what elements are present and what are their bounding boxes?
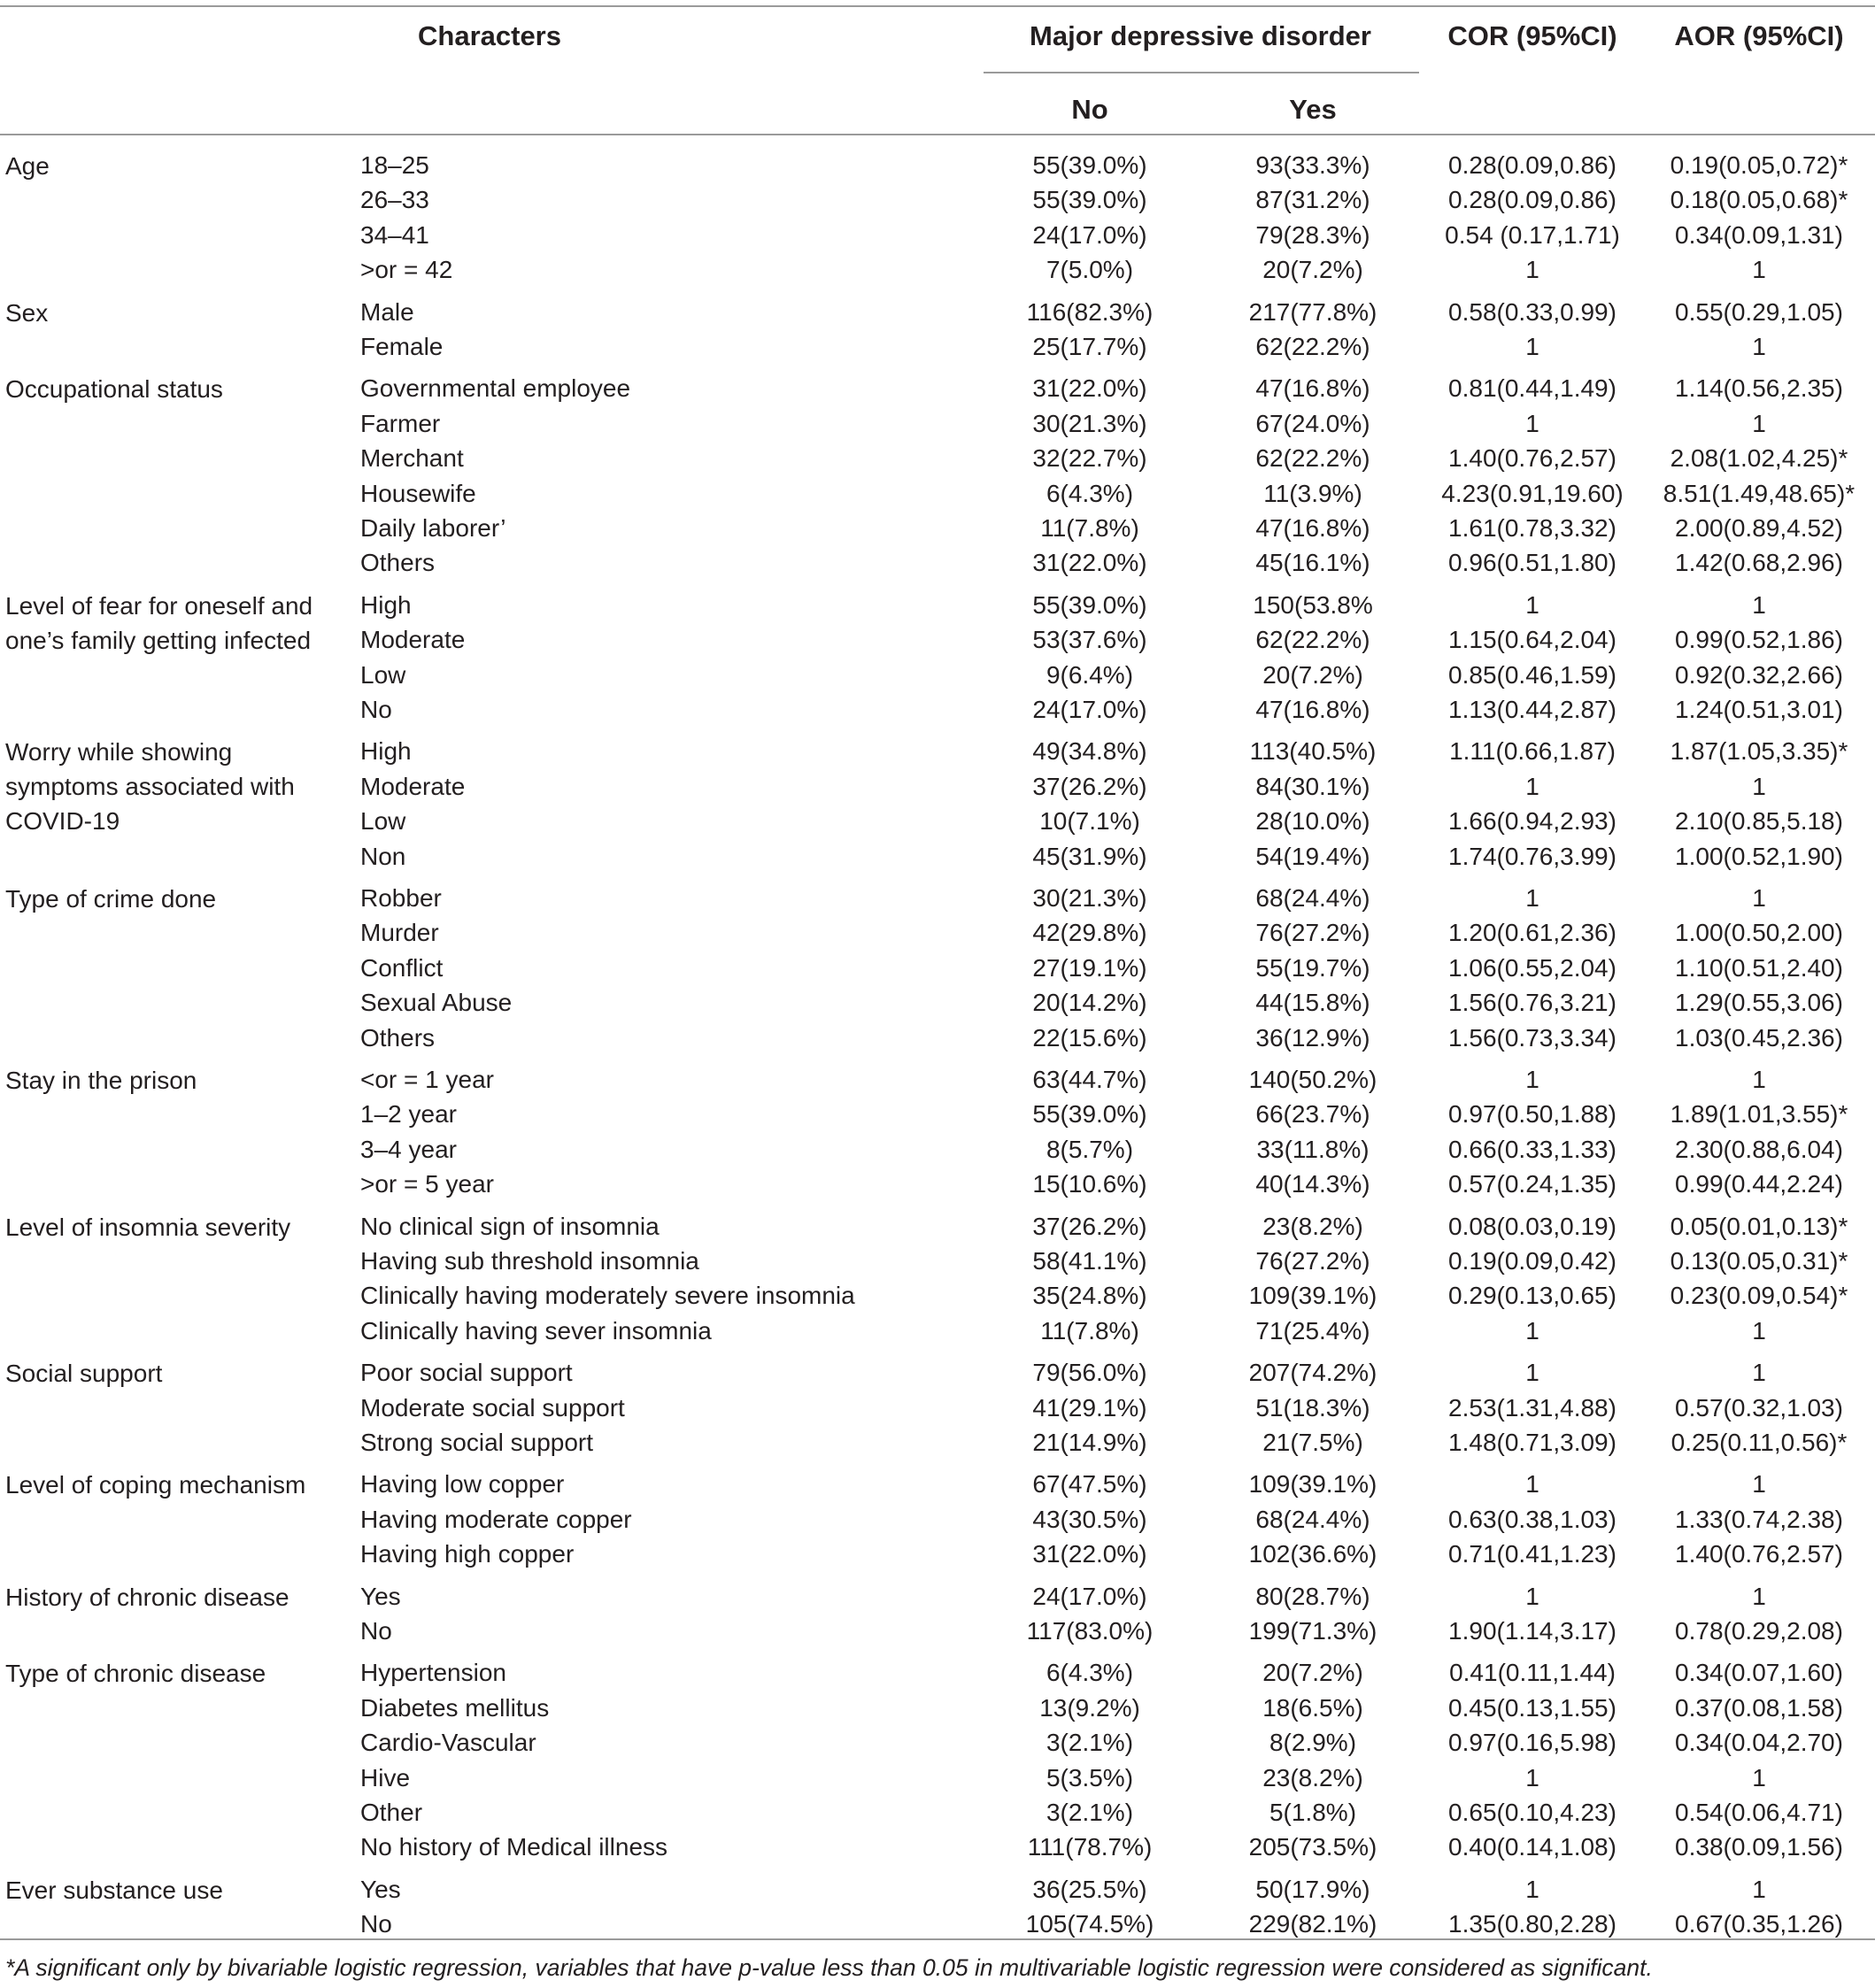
no-count-cell: 45(31.9%) <box>1032 842 1147 870</box>
no-count-cell: 55(39.0%) <box>1032 186 1147 214</box>
aor-cell: 0.25(0.11,0.56)* <box>1671 1429 1848 1456</box>
variable-label: Level of fear for oneself and one’s family getting infected <box>5 591 313 654</box>
yes-count-cell: 217(77.8%) <box>1248 297 1377 326</box>
cor-cell: 0.19(0.09,0.42) <box>1448 1247 1617 1275</box>
no-count-cell: 10(7.1%) <box>1039 807 1140 836</box>
no-count-cell: 111(78.7%) <box>1027 1833 1153 1861</box>
aor-cell: 1.14(0.56,2.35) <box>1675 374 1843 403</box>
category-cell: Moderate <box>360 772 466 800</box>
category-cell: 34–41 <box>360 220 429 249</box>
aor-cell: 2.08(1.02,4.25)* <box>1670 444 1848 473</box>
aor-cell: 1.42(0.68,2.96) <box>1675 549 1843 577</box>
cor-cell: 1.13(0.44,2.87) <box>1448 696 1617 723</box>
aor-cell: 1.03(0.45,2.36) <box>1675 1023 1843 1052</box>
variable-label: Stay in the prison <box>5 1067 197 1094</box>
category-cell: Low <box>360 807 406 836</box>
yes-count-cell: 55(19.7%) <box>1255 953 1370 982</box>
aor-cell: 1.00(0.50,2.00) <box>1675 919 1843 947</box>
category-cell: Housewife <box>360 479 476 507</box>
no-count-cell: 116(82.3%) <box>1026 297 1154 326</box>
header-characters: Characters <box>418 20 561 51</box>
category-cell: Male <box>360 297 414 326</box>
yes-count-cell: 62(22.2%) <box>1255 444 1370 473</box>
yes-count-cell: 150(53.8% <box>1253 590 1373 619</box>
cor-cell: 0.81(0.44,1.49) <box>1448 374 1617 403</box>
cor-cell: 1 <box>1525 884 1539 912</box>
cor-cell: 0.57(0.24,1.35) <box>1448 1170 1617 1198</box>
category-cell: Hive <box>360 1763 411 1792</box>
yes-count-cell: 199(71.3%) <box>1248 1617 1377 1645</box>
aor-cell: 0.37(0.08,1.58) <box>1675 1693 1843 1722</box>
yes-count-cell: 5(1.8%) <box>1269 1799 1357 1826</box>
cor-cell: 1 <box>1525 772 1539 800</box>
cor-cell: 4.23(0.91,19.60) <box>1441 479 1624 507</box>
aor-cell: 1 <box>1752 1359 1766 1387</box>
category-cell: Robber <box>360 884 442 912</box>
cor-cell: 2.53(1.31,4.88) <box>1448 1393 1617 1422</box>
category-cell: 18–25 <box>360 151 429 179</box>
yes-count-cell: 229(82.1%) <box>1248 1910 1377 1938</box>
header-yes: Yes <box>1289 94 1337 125</box>
no-count-cell: 5(3.5%) <box>1046 1763 1134 1792</box>
aor-cell: 1.33(0.74,2.38) <box>1675 1505 1843 1533</box>
no-count-cell: 105(74.5%) <box>1025 1910 1154 1938</box>
no-count-cell: 117(83.0%) <box>1026 1617 1154 1645</box>
cor-cell: 0.29(0.13,0.65) <box>1448 1282 1617 1310</box>
variable-label: Type of chronic disease <box>5 1660 266 1688</box>
no-count-cell: 21(14.9%) <box>1032 1429 1147 1456</box>
no-count-cell: 9(6.4%) <box>1046 660 1134 689</box>
cor-cell: 1 <box>1525 333 1539 360</box>
aor-cell: 1 <box>1752 1470 1766 1499</box>
header-bottom-rule <box>0 134 1875 135</box>
category-cell: Cardio-Vascular <box>360 1729 536 1757</box>
aor-cell: 1 <box>1752 884 1766 912</box>
cor-cell: 0.85(0.46,1.59) <box>1448 660 1617 689</box>
category-cell: No clinical sign of insomnia <box>360 1212 660 1240</box>
aor-cell: 1 <box>1752 1066 1766 1093</box>
yes-count-cell: 207(74.2%) <box>1248 1359 1377 1387</box>
yes-count-cell: 76(27.2%) <box>1255 919 1370 947</box>
category-cell: Diabetes mellitus <box>360 1693 550 1722</box>
bottom-rule <box>0 1938 1875 1940</box>
aor-cell: 0.23(0.09,0.54)* <box>1670 1282 1848 1310</box>
aor-cell: 0.05(0.01,0.13)* <box>1670 1212 1848 1240</box>
category-cell: High <box>360 737 412 766</box>
category-cell: >or = 5 year <box>360 1170 494 1198</box>
variable-label: Ever substance use <box>5 1876 223 1904</box>
no-count-cell: 20(14.2%) <box>1032 989 1147 1017</box>
yes-count-cell: 44(15.8%) <box>1255 989 1370 1017</box>
aor-cell: 1 <box>1752 590 1766 619</box>
aor-cell: 1 <box>1752 256 1766 284</box>
category-cell: <or = 1 year <box>360 1066 494 1093</box>
cor-cell: 1.06(0.55,2.04) <box>1448 953 1617 982</box>
aor-cell: 1 <box>1752 409 1766 437</box>
aor-cell: 1.87(1.05,3.35)* <box>1670 737 1848 766</box>
cor-cell: 0.41(0.11,1.44) <box>1449 1659 1616 1687</box>
cor-cell: 0.71(0.41,1.23) <box>1448 1540 1617 1568</box>
yes-count-cell: 84(30.1%) <box>1255 772 1370 800</box>
no-count-cell: 3(2.1%) <box>1046 1799 1134 1826</box>
category-cell: Conflict <box>360 953 444 982</box>
category-cell: 26–33 <box>360 186 429 214</box>
aor-cell: 1 <box>1752 1875 1766 1903</box>
category-cell: Sexual Abuse <box>360 989 513 1017</box>
category-cell: Other <box>360 1799 423 1826</box>
variable-label: Sex <box>5 298 49 327</box>
no-count-cell: 24(17.0%) <box>1032 696 1147 723</box>
cor-cell: 0.96(0.51,1.80) <box>1448 549 1617 577</box>
yes-count-cell: 93(33.3%) <box>1255 151 1370 179</box>
category-cell: Clinically having moderately severe insomnia <box>360 1282 855 1310</box>
no-count-cell: 58(41.1%) <box>1032 1247 1147 1275</box>
aor-cell: 0.92(0.32,2.66) <box>1675 660 1843 689</box>
cor-cell: 0.97(0.50,1.88) <box>1448 1100 1617 1129</box>
yes-count-cell: 62(22.2%) <box>1255 333 1370 360</box>
no-count-cell: 11(7.8%) <box>1040 1316 1139 1345</box>
no-count-cell: 7(5.0%) <box>1046 256 1134 284</box>
aor-cell: 0.13(0.05,0.31)* <box>1670 1247 1848 1275</box>
cor-cell: 0.97(0.16,5.98) <box>1448 1729 1617 1757</box>
category-cell: No <box>360 1910 392 1938</box>
aor-cell: 0.34(0.09,1.31) <box>1675 220 1843 249</box>
category-cell: 3–4 year <box>360 1135 457 1163</box>
no-count-cell: 30(21.3%) <box>1032 409 1147 437</box>
cor-cell: 0.58(0.33,0.99) <box>1448 297 1617 326</box>
category-cell: Poor social support <box>360 1359 573 1387</box>
cor-cell: 0.28(0.09,0.86) <box>1448 151 1617 179</box>
category-cell: Having moderate copper <box>360 1505 632 1533</box>
aor-cell: 0.99(0.52,1.86) <box>1675 626 1843 654</box>
header-subrule <box>984 72 1419 73</box>
header-no: No <box>1071 94 1108 125</box>
no-count-cell: 6(4.3%) <box>1046 479 1134 507</box>
category-cell: Merchant <box>360 444 464 473</box>
yes-count-cell: 47(16.8%) <box>1255 696 1370 723</box>
cor-cell: 0.66(0.33,1.33) <box>1448 1135 1617 1163</box>
no-count-cell: 25(17.7%) <box>1032 333 1147 360</box>
no-count-cell: 15(10.6%) <box>1032 1170 1147 1198</box>
aor-cell: 0.78(0.29,2.08) <box>1675 1617 1843 1645</box>
category-cell: Hypertension <box>360 1659 506 1687</box>
category-cell: Strong social support <box>360 1429 594 1456</box>
category-cell: Others <box>360 1023 436 1052</box>
category-cell: High <box>360 590 412 619</box>
no-count-cell: 31(22.0%) <box>1032 1540 1147 1568</box>
yes-count-cell: 11(3.9%) <box>1263 479 1362 507</box>
category-cell: Having sub threshold insomnia <box>360 1247 699 1275</box>
yes-count-cell: 40(14.3%) <box>1255 1170 1370 1198</box>
cor-cell: 1.48(0.71,3.09) <box>1448 1429 1617 1456</box>
aor-cell: 0.55(0.29,1.05) <box>1675 297 1843 326</box>
aor-cell: 1 <box>1752 333 1766 360</box>
aor-cell: 0.34(0.07,1.60) <box>1675 1659 1843 1687</box>
cor-cell: 1.61(0.78,3.32) <box>1448 514 1617 542</box>
aor-cell: 1 <box>1752 1316 1766 1345</box>
yes-count-cell: 45(16.1%) <box>1255 549 1370 577</box>
no-count-cell: 11(7.8%) <box>1040 514 1139 542</box>
yes-count-cell: 8(2.9%) <box>1269 1729 1357 1757</box>
category-cell: Clinically having sever insomnia <box>360 1316 712 1345</box>
aor-cell: 0.34(0.04,2.70) <box>1675 1729 1843 1757</box>
cor-cell: 1 <box>1525 1470 1539 1499</box>
yes-count-cell: 68(24.4%) <box>1255 884 1370 912</box>
aor-cell: 1.00(0.52,1.90) <box>1675 842 1843 870</box>
cor-cell: 0.08(0.03,0.19) <box>1448 1212 1617 1240</box>
variable-label: Level of insomnia severity <box>5 1213 291 1241</box>
category-cell: Governmental employee <box>360 374 631 403</box>
cor-cell: 1.56(0.76,3.21) <box>1448 989 1617 1017</box>
no-count-cell: 31(22.0%) <box>1032 374 1147 403</box>
category-cell: 1–2 year <box>360 1100 457 1129</box>
yes-count-cell: 71(25.4%) <box>1255 1316 1370 1345</box>
category-cell: Low <box>360 660 406 689</box>
yes-count-cell: 20(7.2%) <box>1262 256 1363 284</box>
cor-cell: 1 <box>1525 1359 1539 1387</box>
yes-count-cell: 87(31.2%) <box>1255 186 1370 214</box>
no-count-cell: 30(21.3%) <box>1032 884 1147 912</box>
no-count-cell: 49(34.8%) <box>1032 737 1147 766</box>
no-count-cell: 63(44.7%) <box>1032 1066 1147 1093</box>
cor-cell: 1.40(0.76,2.57) <box>1448 444 1617 473</box>
no-count-cell: 41(29.1%) <box>1032 1393 1147 1422</box>
no-count-cell: 42(29.8%) <box>1032 919 1147 947</box>
no-count-cell: 32(22.7%) <box>1032 444 1147 473</box>
aor-cell: 2.00(0.89,4.52) <box>1675 514 1843 542</box>
variable-label: History of chronic disease <box>5 1583 289 1611</box>
cor-cell: 1.90(1.14,3.17) <box>1448 1617 1617 1645</box>
yes-count-cell: 33(11.8%) <box>1256 1135 1370 1163</box>
no-count-cell: 8(5.7%) <box>1046 1135 1134 1163</box>
category-cell: Farmer <box>360 409 441 437</box>
category-cell: Murder <box>360 919 439 947</box>
yes-count-cell: 205(73.5%) <box>1248 1833 1377 1861</box>
category-cell: Yes <box>360 1875 401 1903</box>
yes-count-cell: 54(19.4%) <box>1255 842 1370 870</box>
aor-cell: 1.89(1.01,3.55)* <box>1670 1100 1848 1129</box>
yes-count-cell: 20(7.2%) <box>1262 660 1363 689</box>
yes-count-cell: 51(18.3%) <box>1255 1393 1370 1422</box>
yes-count-cell: 66(23.7%) <box>1255 1100 1370 1129</box>
no-count-cell: 22(15.6%) <box>1032 1023 1147 1052</box>
category-cell: No <box>360 1617 392 1645</box>
yes-count-cell: 18(6.5%) <box>1262 1693 1363 1722</box>
yes-count-cell: 28(10.0%) <box>1255 807 1370 836</box>
category-cell: Moderate <box>360 626 466 654</box>
no-count-cell: 3(2.1%) <box>1046 1729 1134 1757</box>
category-cell: Non <box>360 842 406 870</box>
no-count-cell: 13(9.2%) <box>1039 1693 1140 1722</box>
cor-cell: 0.54 (0.17,1.71) <box>1445 220 1620 249</box>
cor-cell: 1 <box>1525 409 1539 437</box>
category-cell: >or = 42 <box>360 256 453 284</box>
category-cell: Moderate social support <box>360 1393 625 1422</box>
cor-cell: 1 <box>1525 1875 1539 1903</box>
cor-cell: 0.63(0.38,1.03) <box>1448 1505 1617 1533</box>
cor-cell: 1.35(0.80,2.28) <box>1448 1910 1617 1938</box>
category-cell: Yes <box>360 1582 401 1610</box>
no-count-cell: 53(37.6%) <box>1032 626 1147 654</box>
yes-count-cell: 109(39.1%) <box>1248 1470 1377 1499</box>
aor-cell: 2.10(0.85,5.18) <box>1675 807 1843 836</box>
no-count-cell: 37(26.2%) <box>1032 1212 1147 1240</box>
yes-count-cell: 113(40.5%) <box>1249 737 1377 766</box>
no-count-cell: 37(26.2%) <box>1032 772 1147 800</box>
variable-label: Age <box>5 152 50 180</box>
cor-cell: 1 <box>1525 1582 1539 1610</box>
category-cell: Others <box>360 549 436 577</box>
yes-count-cell: 62(22.2%) <box>1255 626 1370 654</box>
no-count-cell: 36(25.5%) <box>1032 1875 1147 1903</box>
aor-cell: 1.10(0.51,2.40) <box>1675 953 1843 982</box>
aor-cell: 0.38(0.09,1.56) <box>1675 1833 1843 1861</box>
aor-cell: 1.40(0.76,2.57) <box>1675 1540 1843 1568</box>
yes-count-cell: 21(7.5%) <box>1262 1429 1363 1456</box>
no-count-cell: 24(17.0%) <box>1032 1582 1147 1610</box>
no-count-cell: 55(39.0%) <box>1032 1100 1147 1129</box>
yes-count-cell: 67(24.0%) <box>1255 409 1370 437</box>
cor-cell: 1.74(0.76,3.99) <box>1448 842 1617 870</box>
aor-cell: 1.29(0.55,3.06) <box>1675 989 1843 1017</box>
cor-cell: 1.66(0.94,2.93) <box>1448 807 1617 836</box>
cor-cell: 0.28(0.09,0.86) <box>1448 186 1617 214</box>
variable-label: Worry while showing symptoms associated with COVID-19 <box>5 738 295 836</box>
aor-cell: 0.54(0.06,4.71) <box>1675 1799 1843 1826</box>
yes-count-cell: 80(28.7%) <box>1255 1582 1370 1610</box>
yes-count-cell: 47(16.8%) <box>1255 374 1370 403</box>
yes-count-cell: 23(8.2%) <box>1262 1212 1363 1240</box>
no-count-cell: 27(19.1%) <box>1032 953 1147 982</box>
no-count-cell: 67(47.5%) <box>1032 1470 1147 1499</box>
aor-cell: 0.67(0.35,1.26) <box>1675 1910 1843 1938</box>
yes-count-cell: 50(17.9%) <box>1255 1875 1370 1903</box>
no-count-cell: 24(17.0%) <box>1032 220 1147 249</box>
aor-cell: 0.19(0.05,0.72)* <box>1670 151 1848 179</box>
aor-cell: 1.24(0.51,3.01) <box>1675 696 1843 723</box>
no-count-cell: 43(30.5%) <box>1032 1505 1147 1533</box>
variable-label: Type of crime done <box>5 885 217 913</box>
aor-cell: 0.57(0.32,1.03) <box>1675 1393 1843 1422</box>
cor-cell: 1.56(0.73,3.34) <box>1448 1023 1617 1052</box>
header-major-depressive-disorder: Major depressive disorder <box>1030 20 1371 51</box>
category-cell: No <box>360 696 392 723</box>
no-count-cell: 55(39.0%) <box>1032 151 1147 179</box>
cor-cell: 1.20(0.61,2.36) <box>1448 919 1617 947</box>
no-count-cell: 79(56.0%) <box>1032 1359 1147 1387</box>
yes-count-cell: 36(12.9%) <box>1255 1023 1370 1052</box>
cor-cell: 1.15(0.64,2.04) <box>1448 626 1617 654</box>
yes-count-cell: 23(8.2%) <box>1262 1763 1363 1792</box>
no-count-cell: 6(4.3%) <box>1046 1659 1134 1687</box>
yes-count-cell: 76(27.2%) <box>1255 1247 1370 1275</box>
yes-count-cell: 79(28.3%) <box>1255 220 1370 249</box>
cor-cell: 0.65(0.10,4.23) <box>1448 1799 1617 1826</box>
category-cell: Having low copper <box>360 1470 565 1499</box>
aor-cell: 8.51(1.49,48.65)* <box>1663 479 1856 507</box>
category-cell: Female <box>360 333 444 360</box>
category-cell: Having high copper <box>360 1540 575 1568</box>
cor-cell: 1 <box>1525 590 1539 619</box>
aor-cell: 0.99(0.44,2.24) <box>1675 1170 1843 1198</box>
aor-cell: 0.18(0.05,0.68)* <box>1670 186 1848 214</box>
aor-cell: 1 <box>1752 772 1766 800</box>
header-aor: AOR (95%CI) <box>1674 20 1844 51</box>
cor-cell: 1 <box>1525 1066 1539 1093</box>
no-count-cell: 55(39.0%) <box>1032 590 1147 619</box>
no-count-cell: 31(22.0%) <box>1032 549 1147 577</box>
cor-cell: 1 <box>1525 1763 1539 1792</box>
yes-count-cell: 140(50.2%) <box>1248 1066 1377 1093</box>
top-rule <box>0 5 1875 7</box>
table-footnote: *A significant only by bivariable logistic regression, variables that have p-value less than 0.05 in multivariable logistic regression were considered as significant. <box>5 1954 1653 1981</box>
variable-label: Social support <box>5 1360 163 1388</box>
cor-cell: 0.40(0.14,1.08) <box>1448 1833 1617 1861</box>
category-cell: No history of Medical illness <box>360 1833 668 1861</box>
yes-count-cell: 20(7.2%) <box>1262 1659 1363 1687</box>
yes-count-cell: 102(36.6%) <box>1248 1540 1377 1568</box>
variable-label: Occupational status <box>5 375 223 404</box>
cor-cell: 1 <box>1525 256 1539 284</box>
no-count-cell: 35(24.8%) <box>1032 1282 1147 1310</box>
header-cor: COR (95%CI) <box>1447 20 1617 51</box>
category-cell: Daily laborer’ <box>360 514 506 542</box>
variable-label: Level of coping mechanism <box>5 1471 306 1499</box>
cor-cell: 0.45(0.13,1.55) <box>1448 1693 1617 1722</box>
aor-cell: 1 <box>1752 1763 1766 1792</box>
cor-cell: 1.11(0.66,1.87) <box>1449 737 1616 766</box>
aor-cell: 1 <box>1752 1582 1766 1610</box>
yes-count-cell: 68(24.4%) <box>1255 1505 1370 1533</box>
cor-cell: 1 <box>1525 1316 1539 1345</box>
yes-count-cell: 109(39.1%) <box>1248 1282 1377 1310</box>
yes-count-cell: 47(16.8%) <box>1255 514 1370 542</box>
aor-cell: 2.30(0.88,6.04) <box>1675 1135 1843 1163</box>
